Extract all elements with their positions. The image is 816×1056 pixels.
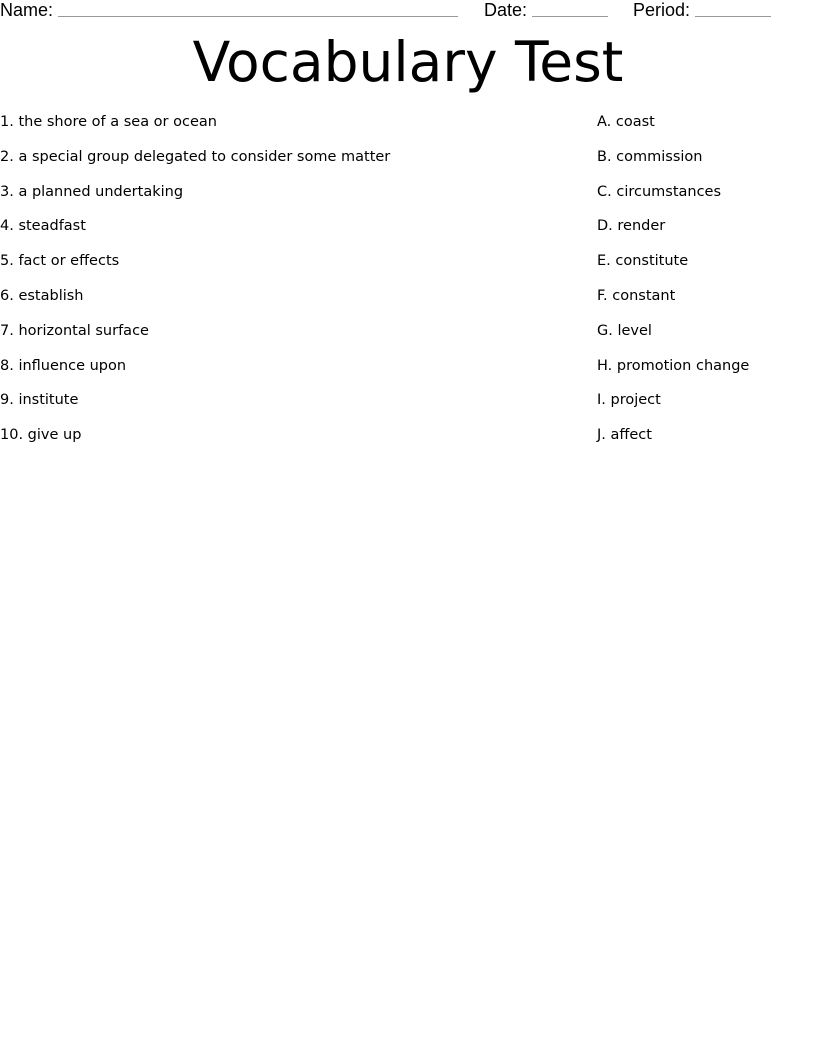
period-blank-line[interactable] — [695, 0, 771, 17]
clue-item: 3. a planned undertaking — [0, 183, 184, 200]
answer-item: J. affect — [597, 427, 652, 444]
clue-item: 9. institute — [0, 392, 79, 409]
clues-list — [0, 112, 390, 460]
answers-list — [597, 112, 749, 460]
clue-item: 10. give up — [0, 427, 82, 444]
answer-item: H. promotion change — [597, 357, 750, 374]
name-blank-line[interactable] — [58, 0, 458, 17]
answer-item: A. coast — [597, 114, 655, 130]
answer-item: B. commission — [597, 148, 703, 165]
answer-item: F. constant — [597, 287, 676, 304]
answer-item: D. render — [597, 218, 666, 235]
name-label: Name: — [0, 0, 54, 20]
answer-item: I. project — [597, 392, 661, 409]
clue-item: 4. steadfast — [0, 218, 86, 235]
date-blank-line[interactable] — [532, 0, 608, 17]
clue-item: 5. fact or effects — [0, 253, 120, 270]
period-label: Period: — [633, 0, 691, 20]
name-field — [0, 0, 458, 20]
answer-item: G. level — [597, 322, 652, 339]
answer-item: C. circumstances — [597, 183, 722, 200]
date-field — [484, 0, 608, 20]
clue-item: 6. establish — [0, 287, 84, 304]
page-title: Vocabulary Test — [192, 30, 624, 94]
clue-item: 2. a special group delegated to consider some matter — [0, 148, 391, 165]
clue-item: 1. the shore of a sea or ocean — [0, 114, 217, 130]
answer-item: E. constitute — [597, 253, 689, 270]
period-field — [633, 0, 771, 20]
date-label: Date: — [484, 0, 528, 20]
clue-item: 8. influence upon — [0, 357, 127, 374]
clue-item: 7. horizontal surface — [0, 322, 149, 339]
student-info-header — [0, 0, 816, 22]
